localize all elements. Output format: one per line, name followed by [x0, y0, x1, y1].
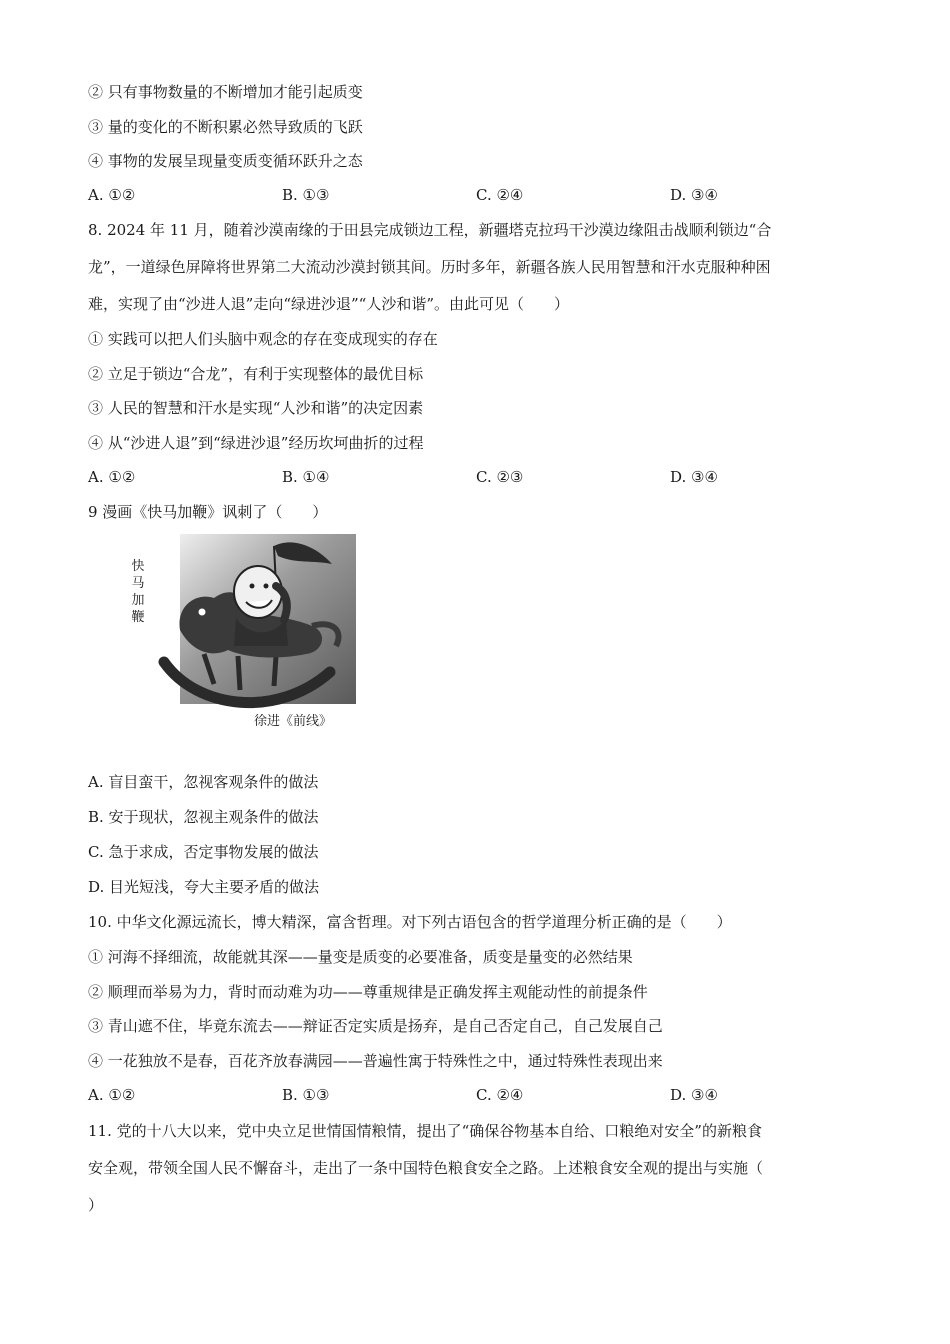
- q9-option-b[interactable]: B. 安于现状，忽视主观条件的做法: [88, 808, 319, 826]
- q8-option-b[interactable]: B. ①④: [282, 468, 330, 486]
- q7-option-d[interactable]: D. ③④: [670, 186, 718, 204]
- q8-stem-line-2: 龙”，一道绿色屏障将世界第二大流动沙漠封锁其间。历时多年，新疆各族人民用智慧和汗水克服种种困: [88, 258, 771, 276]
- q8-options: [88, 467, 848, 487]
- q10-option-a[interactable]: A. ①②: [88, 1086, 136, 1104]
- cartoon-title: [128, 558, 148, 626]
- q10-item-4: ④ 一花独放不是春，百花齐放春满园——普遍性寓于特殊性之中，通过特殊性表现出来: [88, 1052, 663, 1070]
- q10-option-b[interactable]: B. ①③: [282, 1086, 330, 1104]
- cartoon-title-char: 马: [131, 576, 145, 591]
- q9-option-d[interactable]: D. 目光短浅，夸大主要矛盾的做法: [88, 878, 320, 896]
- q11-stem-line-2: 安全观，带领全国人民不懈奋斗，走出了一条中国特色粮食安全之路。上述粮食安全观的提出与实施（: [88, 1159, 764, 1177]
- q10-item-3: ③ 青山遮不住，毕竟东流去——辩证否定实质是扬弃，是自己否定自己，自己发展自己: [88, 1017, 663, 1035]
- q7-options: [88, 185, 848, 205]
- cartoon-title-char: 鞭: [131, 610, 145, 625]
- q8-item-3: ③ 人民的智慧和汗水是实现“人沙和谐”的决定因素: [88, 399, 424, 417]
- q8-item-2: ② 立足于锁边“合龙”，有利于实现整体的最优目标: [88, 365, 424, 383]
- q7-item-3: ③ 量的变化的不断积累必然导致质的飞跃: [88, 118, 363, 136]
- q10-item-1: ① 河海不择细流，故能就其深——量变是质变的必要准备，质变是量变的必然结果: [88, 948, 633, 966]
- q8-stem-line-1: 8. 2024 年 11 月，随着沙漠南缘的于田县完成锁边工程，新疆塔克拉玛干沙漠边缘阻击战顺利锁边“合: [88, 221, 772, 239]
- q7-option-b[interactable]: B. ①③: [282, 186, 330, 204]
- q9-option-c[interactable]: C. 急于求成，否定事物发展的做法: [88, 843, 319, 861]
- cartoon-title-char: 加: [131, 593, 145, 608]
- cartoon-credit: 徐进《前线》: [254, 714, 333, 729]
- q8-item-4: ④ 从“沙进人退”到“绿进沙退”经历坎坷曲折的过程: [88, 434, 424, 452]
- q8-item-1: ① 实践可以把人们头脑中观念的存在变成现实的存在: [88, 330, 438, 348]
- q11-stem-line-3: ）: [88, 1196, 104, 1214]
- q10-item-2: ② 顺理而举易为力，背时而动难为功——尊重规律是正确发挥主观能动性的前提条件: [88, 983, 648, 1001]
- q10-options: [88, 1085, 848, 1105]
- q9-option-a[interactable]: A. 盲目蛮干，忽视客观条件的做法: [88, 773, 319, 791]
- q10-stem: 10. 中华文化源远流长，博大精深，富含哲理。对下列古语包含的哲学道理分析正确的是（ ）: [88, 913, 732, 931]
- q7-option-c[interactable]: C. ②④: [476, 186, 524, 204]
- q8-stem-line-3: 难，实现了由“沙进人退”走向“绿进沙退”“人沙和谐”。由此可见（ ）: [88, 295, 570, 313]
- q9-stem: 9 漫画《快马加鞭》讽刺了（ ）: [88, 503, 328, 521]
- cartoon-image: [118, 534, 356, 732]
- cartoon-title-char: 快: [131, 559, 145, 574]
- q10-option-c[interactable]: C. ②④: [476, 1086, 524, 1104]
- q7-item-4: ④ 事物的发展呈现量变质变循环跃升之态: [88, 152, 363, 170]
- q7-option-a[interactable]: A. ①②: [88, 186, 136, 204]
- q7-item-2: ② 只有事物数量的不断增加才能引起质变: [88, 83, 363, 101]
- q8-option-c[interactable]: C. ②③: [476, 468, 524, 486]
- q8-option-d[interactable]: D. ③④: [670, 468, 718, 486]
- q10-option-d[interactable]: D. ③④: [670, 1086, 718, 1104]
- q8-option-a[interactable]: A. ①②: [88, 468, 136, 486]
- q11-stem-line-1: 11. 党的十八大以来，党中央立足世情国情粮情，提出了“确保谷物基本自给、口粮绝对安全”的新粮食: [88, 1122, 762, 1140]
